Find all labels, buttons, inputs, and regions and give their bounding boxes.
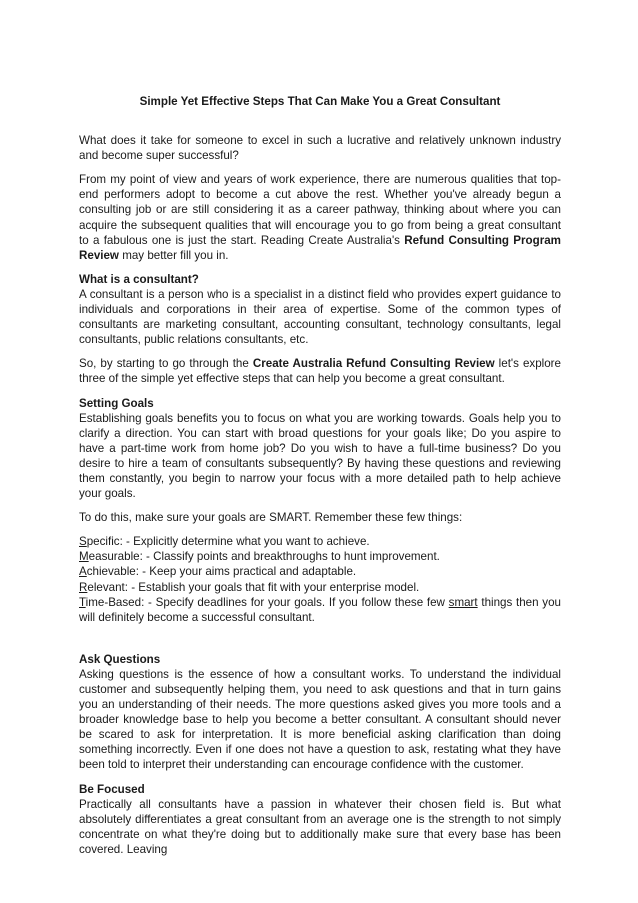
refund-consulting-review-bold: Create Australia Refund Consulting Review [252, 357, 495, 371]
experience-text-end: may better fill you in. [118, 248, 229, 262]
goals-heading: Setting Goals [79, 396, 154, 410]
smart-text-relevant: elevant: - Establish your goals that fit with your enterprise model. [87, 580, 420, 594]
ask-heading: Ask Questions [79, 652, 161, 666]
goals-section [79, 396, 561, 502]
explore-text-end: let's explore three of the simple yet effective steps that can help you become a great consultant. [79, 357, 561, 386]
goals-text: Establishing goals benefits you to focus on what you are working towards. Goals help you to clarify a direction. You can start with broad questions for your goals like; Do you aspire to have a part-time work from home job? Do you wish to have a full-time business? Do you desire to hire a team of consultants subsequently? By having these questions and reviewing them constantly, you begin to narrow your focus with a more detailed path to help achieve your goals. [79, 411, 561, 501]
smart-list [79, 534, 561, 625]
smart-text-measurable: easurable: - Classify points and breakthroughs to hunt improvement. [88, 550, 440, 564]
smart-item-time-based [79, 595, 561, 625]
document-body [79, 94, 561, 866]
focus-section [79, 782, 561, 857]
consultant-section [79, 272, 561, 347]
smart-letter-r: R [79, 580, 88, 594]
ask-text: Asking questions is the essence of how a consultant works. To understand the individual customer and subsequently helping them, you need to ask questions and that in turn gains you an understanding of their needs. The more questions asked gives you more tools and a broader knowledge base to help you become a better consultant. A consultant should never be scared to ask for interpretation. It is more beneficial asking clarification than doing something incorrectly. Even if one does not have a question to ask, restating what they have been told to interpret their understanding can encourage confidence with the customer. [79, 667, 561, 772]
smart-letter-t: T [79, 595, 86, 609]
smart-letter-s: S [79, 535, 87, 549]
smart-item-specific [79, 534, 561, 549]
smart-letter-a: A [79, 565, 87, 579]
smart-text-time-based-end: things then you will definitely become a successful consultant. [79, 595, 561, 624]
focus-text: Practically all consultants have a passion in whatever their chosen field is. But what absolutely differentiates a great consultant from an average one is the strength to not simply concentrate on what they're doing but to additionally make sure that every base has been covered. Leaving [79, 797, 561, 856]
consultant-heading: What is a consultant? [79, 272, 199, 286]
smart-letter-m: M [79, 550, 89, 564]
refund-program-review-bold: Refund Consulting Program Review [79, 233, 561, 262]
consultant-text: A consultant is a person who is a specialist in a distinct field who provides expert guidance to individuals and corporations in their area of expertise. Some of the common types of consultants are marketing consultant, accounting consultant, technology consultants, legal consultants, public relations consultants, etc. [79, 287, 561, 347]
experience-text: From my point of view and years of work experience, there are numerous qualities that top-end performers adopt to become a cut above the rest. Whether you've already begun a consulting job or are still considering it as a career pathway, thinking about where you can acquire the subsequent qualities that will encourage you to go from being a great consultant to a fabulous one is just the start. Reading Create Australia's [79, 173, 561, 247]
smart-underlined-word: smart [448, 595, 478, 609]
smart-text-specific: pecific: - Explicitly determine what you want to achieve. [86, 535, 370, 549]
smart-item-relevant [79, 580, 561, 595]
smart-text-time-based: ime-Based: - Specify deadlines for your goals. If you follow these few [85, 595, 449, 609]
intro-paragraph: What does it take for someone to excel in such a lucrative and relatively unknown industry and become super successful? [79, 134, 561, 163]
explore-text: So, by starting to go through the [79, 357, 253, 371]
explore-paragraph [79, 356, 561, 386]
smart-intro: To do this, make sure your goals are SMART. Remember these few things: [79, 511, 463, 525]
ask-section [79, 652, 561, 773]
smart-item-achievable [79, 564, 561, 579]
smart-text-achievable: chievable: - Keep your aims practical and adaptable. [86, 565, 357, 579]
smart-item-measurable [79, 549, 561, 564]
experience-paragraph [79, 172, 561, 263]
document-title: Simple Yet Effective Steps That Can Make You a Great Consultant [139, 95, 501, 108]
focus-heading: Be Focused [79, 782, 145, 796]
